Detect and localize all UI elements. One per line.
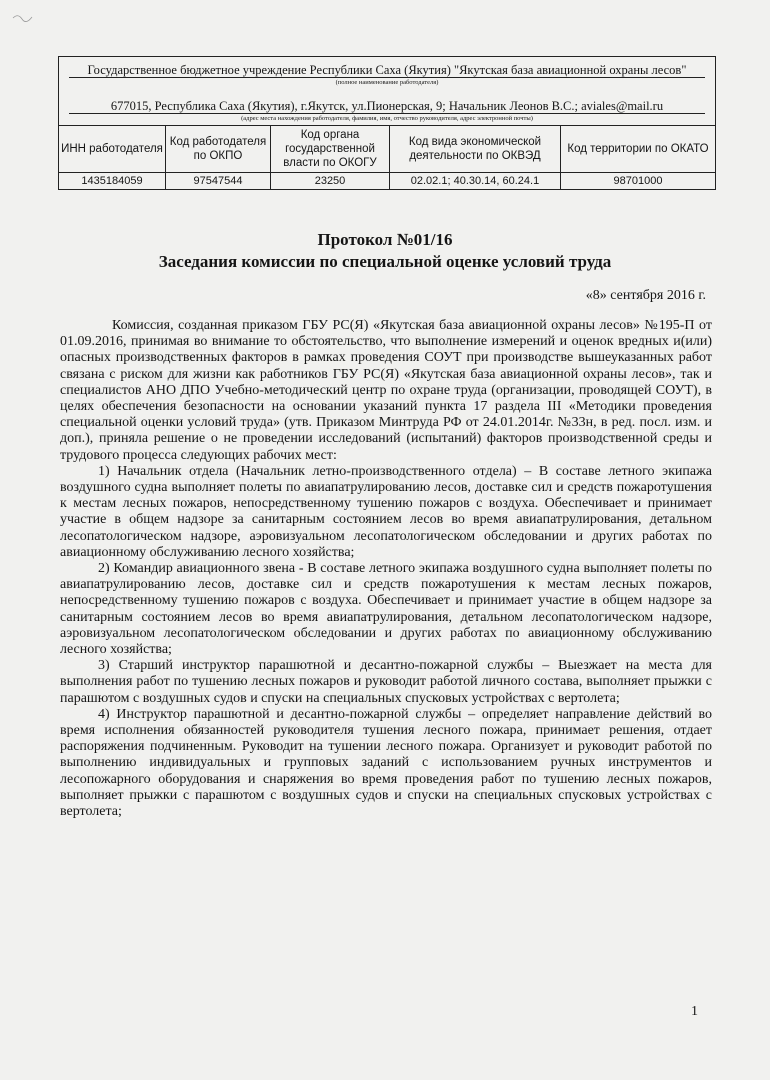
- col-okved: Код вида экономической деятельности по ОКВЭД: [390, 126, 561, 173]
- org-address-caption: (адрес места нахождения работодателя, фамилия, имя, отчество руководителя, адрес электронной почты): [69, 113, 705, 125]
- codes-table: [59, 125, 715, 189]
- org-name-caption: (полное наименование работодателя): [69, 77, 705, 89]
- list-item: 1) Начальник отдела (Начальник летно-производственного отдела) – В составе летного экипажа воздушного судна выполняет полеты по авиапатрулированию лесов, доставке сил и средств пожаротушения к местам лесных пожаров, непосредственному тушению пожаров с воздуха. Обеспечивает и принимает участие в общем надзоре за санитарным состоянием лесов во время авиапатрулирования, детальном лесопатологическом надзоре, аэровизуальном лесопатологическом обследовании и других работах по авиационному обслуживанию лесного хозяйства;: [60, 463, 712, 560]
- corner-mark: [10, 10, 40, 30]
- value-okpo: 97547544: [166, 173, 271, 190]
- org-address: 677015, Республика Саха (Якутия), г.Якутск, ул.Пионерская, 9; Начальник Леонов В.С.; aviales@mail.ru: [110, 99, 664, 113]
- value-okved: 02.02.1; 40.30.14, 60.24.1: [390, 173, 561, 190]
- page-number: 1: [691, 1004, 698, 1019]
- col-inn: ИНН работодателя: [59, 126, 166, 173]
- list-item: 3) Старший инструктор парашютной и десантно-пожарной службы – Выезжает на места для выполнения работ по тушению лесных пожаров и руководит работой личного состава, выполняет прыжки с парашютом с воздушных судов и спуски на специальных спусковых устройствах с вертолета;: [60, 658, 712, 706]
- list-item: 2) Командир авиационного звена - В составе летного экипажа воздушного судна выполняет полеты по авиапатрулированию лесов, доставке сил и средств пожаротушения к местам лесных пожаров, непосредственному тушению пожаров с воздуха. Обеспечивает и принимает участие в общем надзоре за санитарным состоянием лесов во время авиапатрулирования, детальном лесопатологическом надзоре, аэровизуальном лесопатологическом обследовании и других работах по авиационному обслуживанию лесного хозяйства;: [60, 561, 712, 658]
- codes-header-row: [59, 126, 715, 173]
- protocol-date: «8» сентября 2016 г.: [585, 288, 706, 303]
- protocol-body: [60, 318, 712, 820]
- value-okogu: 23250: [271, 173, 390, 190]
- org-name: Государственное бюджетное учреждение Республики Саха (Якутия) "Якутская база авиационной охраны лесов": [87, 63, 687, 77]
- value-okato: 98701000: [561, 173, 716, 190]
- col-okogu: Код органа государственной власти по ОКОГУ: [271, 126, 390, 173]
- employer-header: [58, 56, 716, 190]
- list-item: 4) Инструктор парашютной и десантно-пожарной службы – определяет направление действий во время исполнения обязанностей руководителя тушения лесного пожара, принимает решения, отдает распоряжения подчиненным. Руководит на тушении лесного пожара. Организует и руководит работой по выполнению индивидуальных и групповых заданий с использованием ручных инструментов и лесопожарного оборудования и снаряжения во время проведения работ по тушению лесных пожаров, выполняет прыжки с парашютом с воздушных судов и спуски на специальных спусковых устройствах с вертолета;: [60, 706, 712, 820]
- protocol-subtitle: Заседания комиссии по специальной оценке условий труда: [158, 252, 612, 271]
- col-okato: Код территории по ОКАТО: [561, 126, 716, 173]
- value-inn: 1435184059: [59, 173, 166, 190]
- codes-value-row: [59, 173, 715, 190]
- col-okpo: Код работодателя по ОКПО: [166, 126, 271, 173]
- protocol-title: Протокол №01/16: [317, 230, 453, 249]
- intro-paragraph: Комиссия, созданная приказом ГБУ РС(Я) «Якутская база авиационной охраны лесов» №195-П от 01.09.2016, принимая во внимание то обстоятельство, что выполнение измерений и оценок вредных и(или) опасных производственных факторов в рамках проведения СОУТ при производстве вышеуказанных работ связана с риском для жизни как работников ГБУ РС(Я) «Якутская база авиационной охраны лесов», так и специалистов АНО ДПО Учебно-методический центр по охране труда (организации, проводящей СОУТ), в целях обеспечения безопасности на основании указаний пункта 17 раздела III «Методики проведения специальной оценки условий труда» (утв. Приказом Минтруда РФ от 24.01.2014г. №33н, в ред. посл. изм. и доп.), приняла решение о не проведении исследований (испытаний) факторов производственной среды и трудового процесса следующих рабочих мест:: [60, 318, 712, 463]
